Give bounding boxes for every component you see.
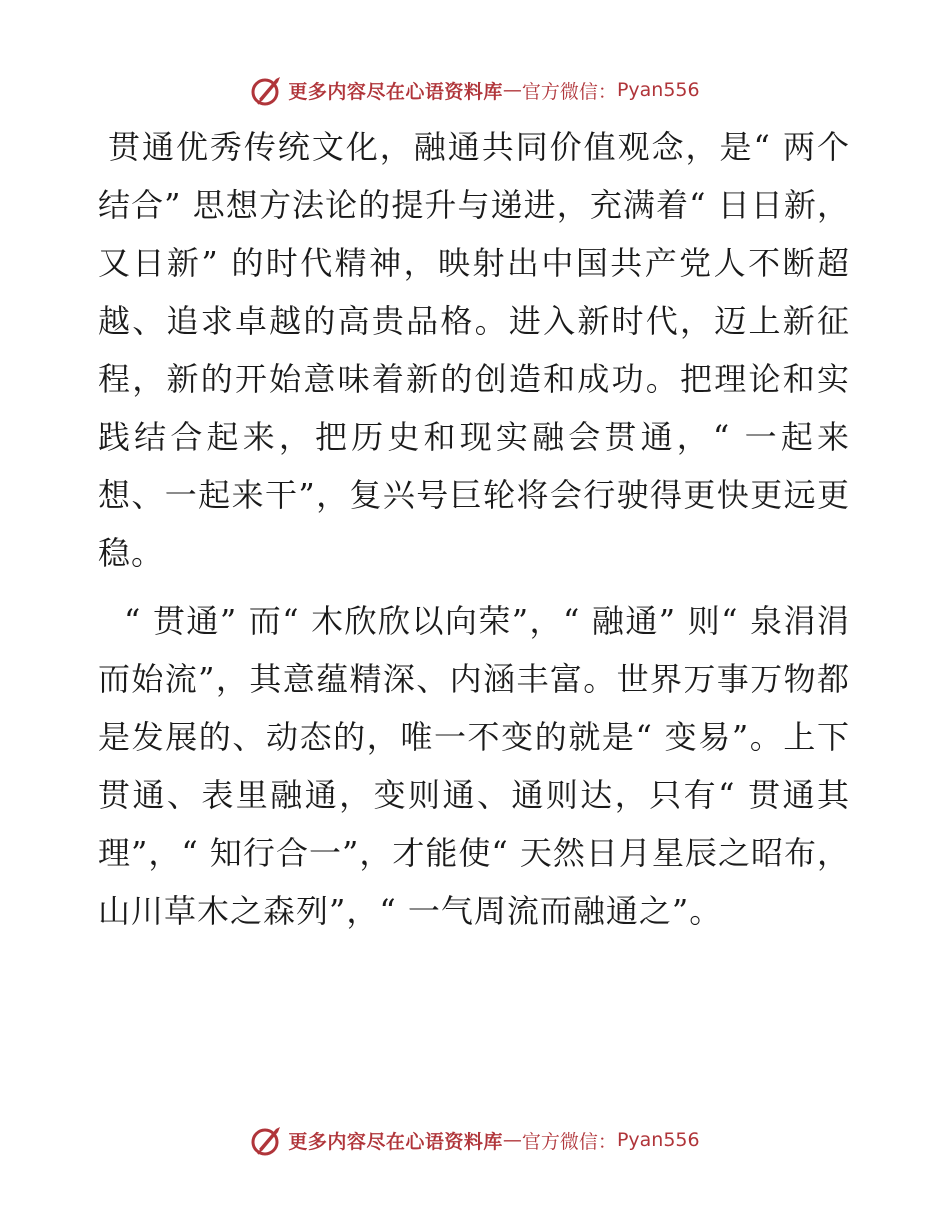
site-name: 更多内容尽在心语资料库: [288, 80, 503, 103]
banner-separator: —: [502, 1129, 522, 1151]
paragraph-1: 贯通优秀传统文化，融通共同价值观念，是“ 两个结合” 思想方法论的提升与递进，充满着“ 日日新，又日新” 的时代精神，映射出中国共产党人不断超越、追求卓越的高贵品格。进入新时代，迈上新征程，新的开始意味着新的创造和成功。把理论和实践结合起来，把历史和现实融会贯通，“ 一起来想、一起来干”，复兴号巨轮将会行驶得更快更远更稳。: [98, 128, 850, 572]
header-banner: [0, 68, 950, 112]
footer-banner: [0, 1118, 950, 1162]
document-body: [98, 118, 850, 940]
site-name: 更多内容尽在心语资料库: [288, 1130, 503, 1153]
banner-separator: —: [502, 79, 522, 101]
quill-pen-logo-icon: [250, 73, 284, 107]
wechat-id: Pyan556: [616, 1129, 700, 1151]
quill-pen-logo-icon: [250, 1123, 284, 1157]
wechat-id: Pyan556: [616, 79, 700, 101]
wechat-label: 官方微信：: [521, 80, 617, 103]
paragraph-2: “ 贯通” 而“ 木欣欣以向荣”，“ 融通” 则“ 泉涓涓而始流”，其意蕴精深、内涵丰富。世界万事万物都是发展的、动态的，唯一不变的就是“ 变易”。上下贯通、表里融通，变则通、通则达，只有“ 贯通其理”，“ 知行合一”，才能使“ 天然日月星辰之昭布，山川草木之森列”，“ 一气周流而融通之”。: [98, 602, 850, 930]
wechat-label: 官方微信：: [521, 1130, 617, 1153]
